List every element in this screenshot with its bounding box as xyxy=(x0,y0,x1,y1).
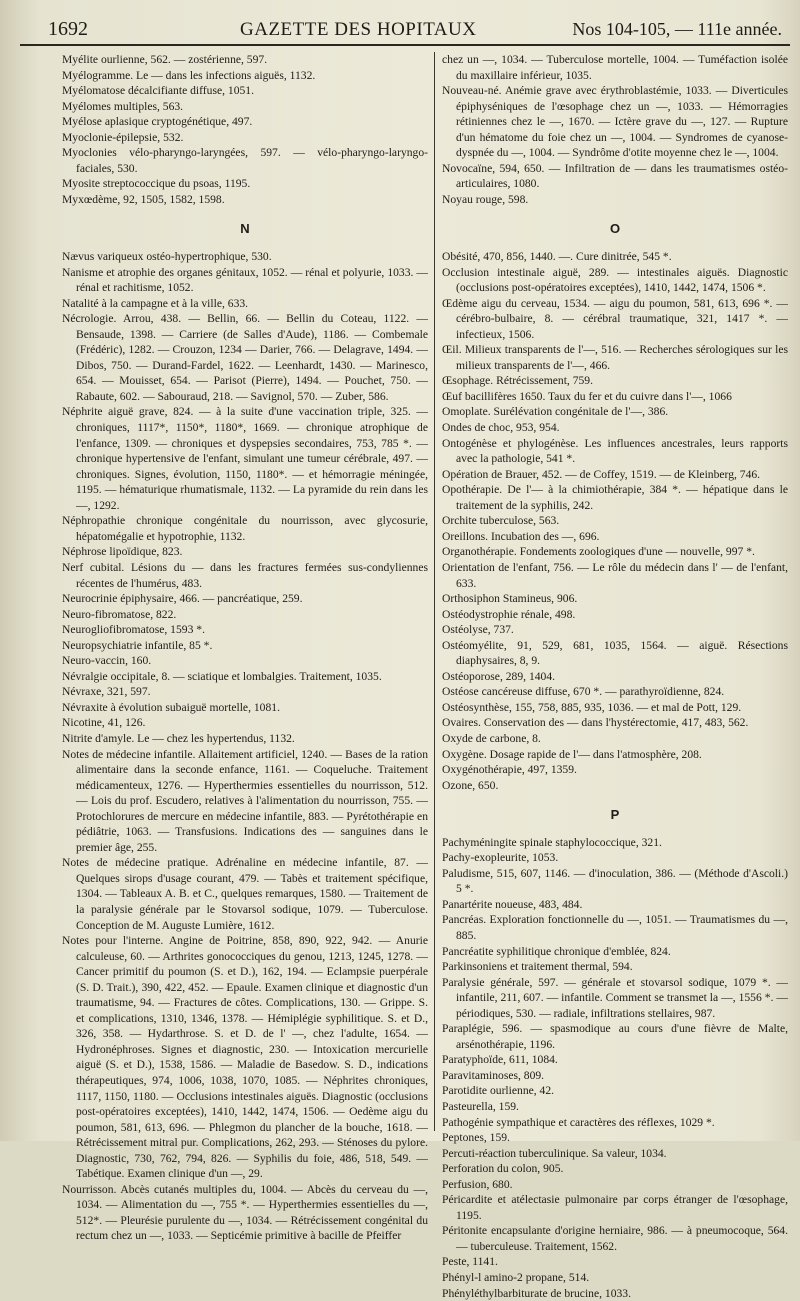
index-entry: Myélomatose décalcifiante diffuse, 1051. xyxy=(62,84,254,98)
index-entry: Péricardite et atélectasie pulmonaire par corps étranger de l'œsophage, 1195. xyxy=(442,1193,788,1222)
index-entry: Perforation du colon, 905. xyxy=(442,1162,564,1176)
letter-heading-n: N xyxy=(240,221,250,237)
index-entry: Œdème aigu du cerveau, 1534. — aigu du poumon, 581, 613, 696 *. — cérébro-bulbaire, 8. — cérébral traumatique, 321, 1417 *. — infectieux, 1506. xyxy=(442,296,788,341)
index-entry: Notes de médecine infantile. Allaitement artificiel, 1240. — Bases de la ration alimentaire dans la seconde enfance, 1161. — Coqueluche. Traitement médicamenteux, 1276. — Hyperthermies essentielles du nourrisson, 512. — Lois du prof. Escudero, relatives à l'alimentation du nourrisson, 755. — Protochlorures de mercure en médecine infantile, 883. — Pyrétothérapie en pédiâtrie, 1063. — Transfusions. Indications des — sanguines dans le premier âge, 255. xyxy=(62,747,428,854)
entries-o xyxy=(442,249,788,793)
index-entry: Orientation de l'enfant, 756. — Le rôle du médecin dans l' — de l'enfant, 633. xyxy=(442,560,788,590)
index-entry: Myoclonie-épilepsie, 532. xyxy=(62,130,184,144)
entries-n xyxy=(62,249,428,1244)
index-entry: Ozone, 650. xyxy=(442,778,499,792)
index-entry: Percuti-réaction tuberculinique. Sa valeur, 1034. xyxy=(442,1146,667,1160)
index-entry: Phényl-l amino-2 propane, 514. xyxy=(442,1271,590,1285)
index-entry: Paralysie générale, 597. — générale et stovarsol sodique, 1079 *. — infantile, 211, 607. — infantile. Comment se transmet la —, 1556 *. — périodiques, 530. — radiale, infiltrations stellaires, 987. xyxy=(442,975,788,1020)
index-entry: Ostéolyse, 737. xyxy=(442,623,514,637)
index-entry: Myoclonies vélo-pharyngo-laryngées, 597. — vélo-pharyngo-laryngo-faciales, 530. xyxy=(62,146,428,175)
index-entry: Péritonite encapsulante d'origine herniaire, 986. — à pneumocoque, 564. — tuberculeuse. Traitement, 1562. xyxy=(442,1224,788,1253)
index-entry: Notes pour l'interne. Angine de Poitrine, 858, 890, 922, 942. — Anurie calculeuse, 60. — Arthrites gonococciques du genou, 1213, 1245, 1278. — Cancer primitif du poumon (S. et D.), 162, 194. — Eclampsie puerpérale (S. D. Trait.), 390, 422, 452. — Epaule. Examen clinique et diagnostic d'un traumatisme, 94. — Fractures de côtes. Complications, 130. — Grippe. S. et complications, 1310, 1346, 1378. — Hémiplégie syphilitique. S. et D., 326, 358. — Hydarthrose. S. et D. de l' —, chez l'adulte, 1654. — Hydronéphroses. Signes et diagnostic, 230. — Intoxication mercurielle aiguë (S. et D.), 1538, 1586. — Maladie de Basedow. S. D., indications thérapeutiques, 974, 1006, 1038, 1070, 1085. — Néphrites chroniques, 1117, 1150, 1180. — Occlusions intestinales aiguës. Diagnostic (occlusions post-opératoires exceptées), 1410, 1442, 1474, 1506. — Oedème aigu du poumon, 581, 613, 696. — Phlegmon du plancher de la bouche, 1618. — Rétrécissement mitral pur. Complications, 262, 293. — Sténoses du pylore. Diagnostic, 730, 762, 794, 826. — Syphilis du foie, 486, 518, 549. — Tabétique. Examen clinique d'un —, 29. xyxy=(62,934,428,1181)
right-column xyxy=(442,52,788,1300)
index-entry: Novocaïne, 594, 650. — Infiltration de — dans les traumatismes ostéo-articulaires, 1080. xyxy=(442,161,788,191)
index-entry: Myélose aplasique cryptogénétique, 497. xyxy=(62,115,253,129)
page-header xyxy=(20,8,790,46)
index-entry: Pachy-exopleurite, 1053. xyxy=(442,851,559,865)
index-entry: Myxœdème, 92, 1505, 1582, 1598. xyxy=(62,192,225,206)
index-entry: Pachyméningite spinale staphylococcique, 321. xyxy=(442,835,662,849)
index-entry: Neuro-vaccin, 160. xyxy=(62,654,152,668)
index-entry: Organothérapie. Fondements zoologiques d'une — nouvelle, 997 *. xyxy=(442,545,755,559)
index-entry: Néphropathie chronique congénitale du nourrisson, avec glycosurie, hépatomégalie et hypotrophie, 1132. xyxy=(62,514,428,543)
index-entry: Myélite ourlienne, 562. — zostérienne, 597. xyxy=(62,53,268,66)
index-entry: Nourrisson. Abcès cutanés multiples du, 1004. — Abcès du cerveau du —, 1034. — Alimentation du —, 755 *. — Hyperthermies essentielles du —, 512*. — Pleurésie purulente du —, 1034. — Rétrécissement congénital du rectum chez un —, 1033. — Septicémie primitive à bacille de Pfeiffer xyxy=(62,1182,428,1243)
index-entry: Neurocrinie épiphysaire, 466. — pancréatique, 259. xyxy=(62,592,303,606)
index-entry: Phényléthylbarbiturate de brucine, 1033. xyxy=(442,1286,631,1300)
index-entry: Nitrite d'amyle. Le — chez les hypertendus, 1132. xyxy=(62,731,295,745)
index-entry: Ondes de choc, 953, 954. xyxy=(442,421,560,435)
index-entry: Nouveau-né. Anémie grave avec érythroblastémie, 1033. — Diverticules épiphyséniques de l'œsophage chez un —, 1033. — Hémorragies rétiniennes chez le —, 1670. — Ictère grave du —, 127. — Rupture d'un hématome du foie chez un —, 1004. — Syndromes de cyanose-dyspnée du —, 1004. — Syndrôme d'otite moyenne chez le —, 1004. xyxy=(442,84,788,160)
issue-info: Nos 104-105, — 111e année. xyxy=(572,19,782,39)
index-entry: Natalité à la campagne et à la ville, 633. xyxy=(62,296,249,310)
index-entry: Nécrologie. Arrou, 438. — Bellin, 66. — Bellin du Coteau, 1122. — Bensaude, 1398. — Carriere (de Salles d'Aude), 1186. — Combemale (Frédéric), 1282. — Crouzon, 1234 — Darier, 766. — Delagrave, 1494. — Dibos, 750. — Durand-Fardel, 1622. — Leenhardt, 1430. — Marinesco, 654. — Mouisset, 654. — Parisot (Pierre), 1494. — Pouchet, 750. — Rabaute, 602. — Sabouraud, 218. — Savignol, 570. — Zuber, 586. xyxy=(62,312,428,403)
index-entry: chez un —, 1034. — Tuberculose mortelle, 1004. — Tuméfaction isolée du maxillaire inférieur, 1035. xyxy=(442,53,788,82)
index-entry: Myélomes multiples, 563. xyxy=(62,99,184,113)
index-entry: Orchite tuberculose, 563. xyxy=(442,514,560,528)
index-entry: Opération de Brauer, 452. — de Coffey, 1519. — de Kleinberg, 746. xyxy=(442,467,761,481)
index-entry: Paraplégie, 596. — spasmodique au cours d'une fièvre de Malte, arsénothérapie, 1196. xyxy=(442,1022,788,1051)
entries-p xyxy=(442,835,788,1301)
index-entry: Œsophage. Rétrécissement, 759. xyxy=(442,374,594,388)
index-entry: Paludisme, 515, 607, 1146. — d'inoculation, 386. — (Méthode d'Ascoli.) 5 *. xyxy=(442,866,788,896)
index-entry: Paravitaminoses, 809. xyxy=(442,1068,545,1082)
letter-heading-o: O xyxy=(609,221,621,237)
index-entry: Noyau rouge, 598. xyxy=(442,192,529,206)
index-entry: Nerf cubital. Lésions du — dans les fractures fermées sus-condyliennes récentes de l'humérus, 483. xyxy=(62,560,428,590)
index-entry: Pathogénie sympathique et caractères des réflexes, 1029 *. xyxy=(442,1115,715,1129)
index-entry: Obésité, 470, 856, 1440. —. Cure dinitrée, 545 *. xyxy=(442,250,672,264)
index-entry: Ostéomyélite, 91, 529, 681, 1035, 1564. — aiguë. Résections diaphysaires, 8, 9. xyxy=(442,638,788,668)
entries-n-continued xyxy=(442,52,788,207)
index-entry: Néphrose lipoïdique, 823. xyxy=(62,545,183,559)
index-entry: Peptones, 159. xyxy=(442,1131,510,1145)
index-entry: Ovaires. Conservation des — dans l'hystérectomie, 417, 483, 562. xyxy=(442,716,749,730)
index-entry: Ostéoporose, 289, 1404. xyxy=(442,669,556,683)
index-entry: Oxygénothérapie, 497, 1359. xyxy=(442,763,577,777)
index-entry: Nævus variqueux ostéo-hypertrophique, 530. xyxy=(62,250,272,264)
index-entry: Pasteurella, 159. xyxy=(442,1100,519,1113)
column-divider xyxy=(434,52,435,1131)
index-entry: Ostéosynthèse, 155, 758, 885, 935, 1036. — et mal de Pott, 129. xyxy=(442,700,742,714)
index-entry: Occlusion intestinale aiguë, 289. — intestinales aiguës. Diagnostic (occlusions post-opératoires exceptées), 1410, 1442, 1474, 1506 *. xyxy=(442,265,788,295)
index-entry: Œuf bacillifères 1650. Taux du fer et du cuivre dans l'—, 1066 xyxy=(442,389,732,403)
index-entry: Myosite streptococcique du psoas, 1195. xyxy=(62,177,251,191)
index-entry: Perfusion, 680. xyxy=(442,1177,513,1191)
index-entry: Oxyde de carbone, 8. xyxy=(442,731,541,745)
index-entry: Panartérite noueuse, 483, 484. xyxy=(442,897,583,911)
index-entry: Neuro-fibromatose, 822. xyxy=(62,607,177,621)
index-entry: Omoplate. Surélévation congénitale de l'—, 386. xyxy=(442,405,669,419)
index-entry: Nicotine, 41, 126. xyxy=(62,716,146,730)
left-column xyxy=(62,52,428,1243)
index-entry: Névraxite à évolution subaiguë mortelle, 1081. xyxy=(62,700,280,714)
index-entry: Notes de médecine pratique. Adrénaline en médecine infantile, 87. — Quelques sirops d'usage courant, 479. — Tabès et traitement spécifique, 1304. — Tableaux A. B. et C., quelques remarques, 1580. — Traitement de la paralysie générale par le Stovarsol sodique, 1079. — Tuberculose. Conception de M. Auguste Lumière, 1612. xyxy=(62,856,428,932)
index-entry: Peste, 1141. xyxy=(442,1255,498,1269)
page-number: 1692 xyxy=(48,18,88,40)
index-entry: Œil. Milieux transparents de l'—, 516. — Recherches sérologiques sur les milieux transparents de l'—, 466. xyxy=(442,343,788,372)
index-entry: Neuropsychiatrie infantile, 85 *. xyxy=(62,638,213,652)
index-entry: Névraxe, 321, 597. xyxy=(62,685,151,699)
index-entry: Opothérapie. De l'— à la chimiothérapie, 384 *. — hépatique dans le traitement de la syphilis, 242. xyxy=(442,483,788,512)
index-entry: Ontogénèse et phylogénèse. Les influences ancestrales, leurs rapports avec la pathologie, 541 *. xyxy=(442,436,788,466)
index-entry: Parotidite ourlienne, 42. xyxy=(442,1084,555,1098)
index-entry: Paratyphoïde, 611, 1084. xyxy=(442,1053,558,1067)
index-entry: Nanisme et atrophie des organes génitaux, 1052. — rénal et polyurie, 1033. — rénal et rachitisme, 1052. xyxy=(62,265,428,295)
index-entry: Néphrite aiguë grave, 824. — à la suite d'une vaccination triple, 325. — chroniques, 1117*, 1150*, 1180*, 1669. — chronique atrophique de l'enfance, 1309. — chroniques et dyspepsies secondaires, 753, 785 *. — chronique hypertensive de l'enfant, simulant une tumeur cérébrale, 497. — chroniques. Signes, évolution, 1150, 1180*. — et hémorragie méningée, 1195. — hématurique rhumatismale, 1132. — La pyramide du rein dans les —, 1292. xyxy=(62,405,428,512)
letter-heading-p: P xyxy=(610,807,620,823)
index-entry: Oreillons. Incubation des —, 696. xyxy=(442,529,600,543)
index-entry: Neurogliofibromatose, 1593 *. xyxy=(62,623,205,637)
entries-m xyxy=(62,52,428,207)
index-entry: Ostéose cancéreuse diffuse, 670 *. — parathyroïdienne, 824. xyxy=(442,685,725,699)
journal-title: GAZETTE DES HOPITAUX xyxy=(240,19,477,40)
index-entry: Oxygène. Dosage rapide de l'— dans l'atmosphère, 208. xyxy=(442,747,702,761)
index-entry: Orthosiphon Stamineus, 906. xyxy=(442,592,578,606)
index-entry: Ostéodystrophie rénale, 498. xyxy=(442,607,576,621)
index-entry: Myélogramme. Le — dans les infections aiguës, 1132. xyxy=(62,68,316,82)
index-entry: Pancréas. Exploration fonctionnelle du —, 1051. — Traumatismes du —, 885. xyxy=(442,913,788,942)
index-entry: Névralgie occipitale, 8. — sciatique et lombalgies. Traitement, 1035. xyxy=(62,669,382,683)
index-entry: Pancréatite syphilitique chronique d'emblée, 824. xyxy=(442,944,671,958)
index-entry: Parkinsoniens et traitement thermal, 594. xyxy=(442,960,633,974)
